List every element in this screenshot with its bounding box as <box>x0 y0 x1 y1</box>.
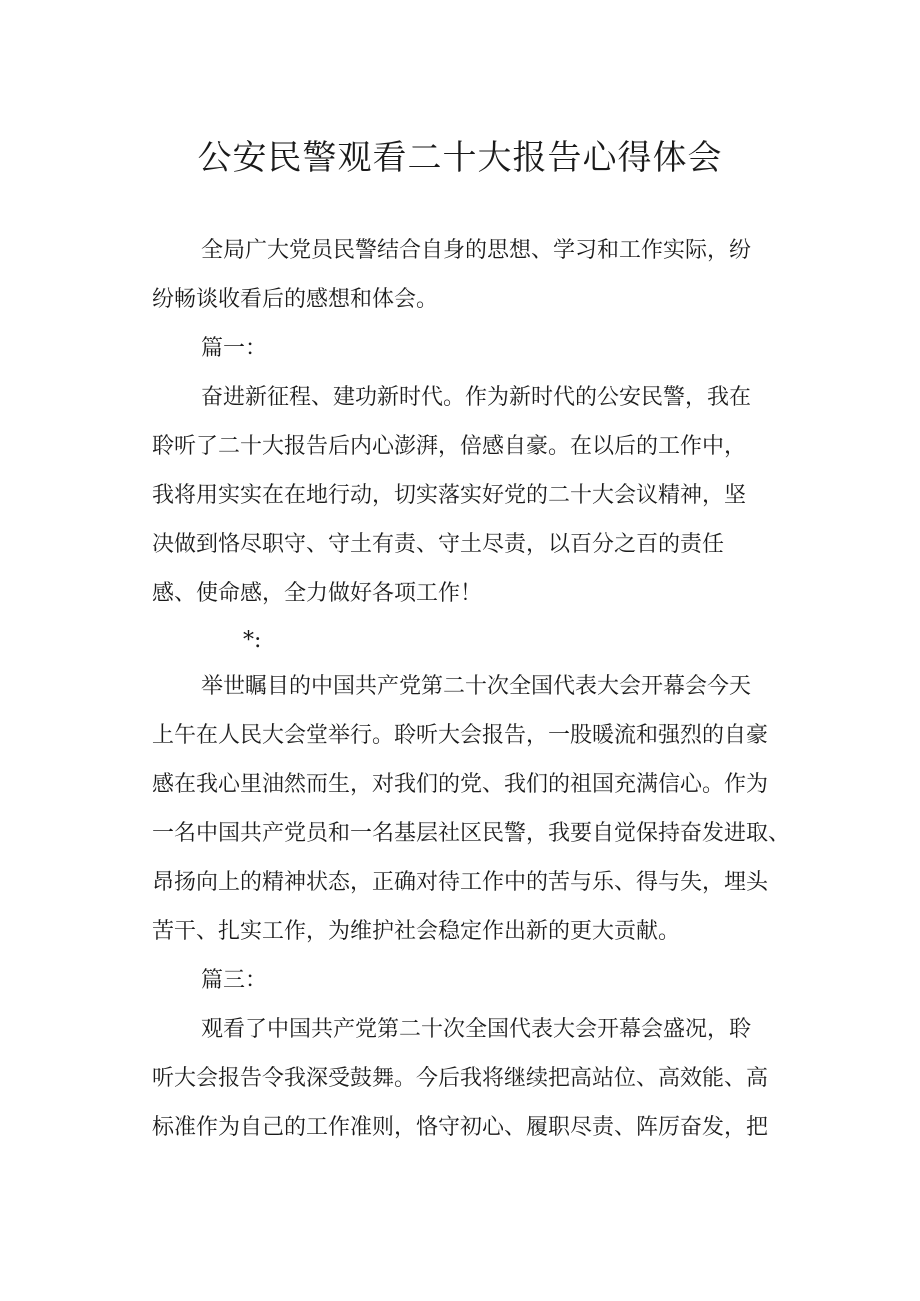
section3-line-2: 听大会报告令我深受鼓舞。今后我将继续把高站位、高效能、高 <box>152 1066 769 1091</box>
section2-heading: *: <box>243 628 262 653</box>
section3-line-3: 标准作为自己的工作准则，恪守初心、履职尽责、阵厉奋发，把 <box>152 1115 769 1140</box>
section3-heading: 篇三： <box>201 968 268 993</box>
section2-line-4: 一名中国共产党员和一名基层社区民警，我要自觉保持奋发进取、 <box>152 821 791 846</box>
section2-line-3: 感在我心里油然而生，对我们的党、我们的祖国充满信心。作为 <box>152 772 769 797</box>
section2-line-5: 昂扬向上的精神状态，正确对待工作中的苦与乐、得与失，埋头 <box>152 870 769 895</box>
section1-line-4: 决做到恪尽职守、守土有责、守土尽责，以百分之百的责任 <box>152 532 725 557</box>
section1-line-1: 奋进新征程、建功新时代。作为新时代的公安民警，我在 <box>201 385 752 410</box>
section1-heading: 篇一： <box>201 336 268 361</box>
section2-line-6: 苦干、扎实工作，为维护社会稳定作出新的更大贡献。 <box>152 919 681 944</box>
section2-line-2: 上午在人民大会堂举行。聆听大会报告，一股暖流和强烈的自豪 <box>152 723 769 748</box>
section1-line-5: 感、使命感，全力做好各项工作！ <box>152 581 483 606</box>
intro-line-1: 全局广大党员民警结合自身的思想、学习和工作实际，纷 <box>201 238 752 263</box>
section1-line-3: 我将用实实在在地行动，切实落实好党的二十大会议精神，坚 <box>152 483 747 508</box>
document-title: 公安民警观看二十大报告心得体会 <box>197 138 723 178</box>
section1-line-2: 聆听了二十大报告后内心澎湃，倍感自豪。在以后的工作中， <box>152 434 747 459</box>
section3-line-1: 观看了中国共产党第二十次全国代表大会开幕会盛况，聆 <box>201 1017 752 1042</box>
intro-line-2: 纷畅谈收看后的感想和体会。 <box>152 287 439 312</box>
section2-line-1: 举世瞩目的中国共产党第二十次全国代表大会开幕会今天 <box>201 674 752 699</box>
